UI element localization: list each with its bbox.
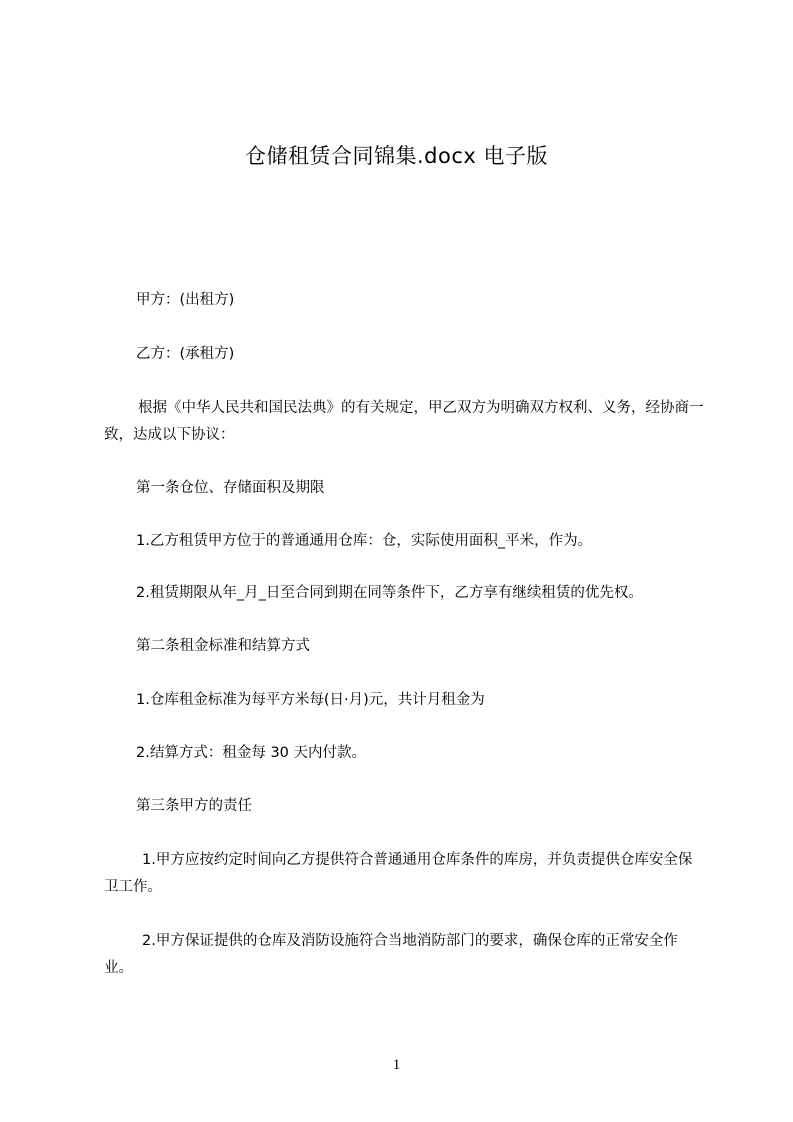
document-title: 仓储租赁合同锦集.docx 电子版	[244, 144, 548, 168]
article-1-item-1: 1.乙方租赁甲方位于的普通通用仓库：仓，实际使用面积_平米，作为。	[136, 533, 593, 549]
article-2-item-1: 1.仓库租金标准为每平方米每(日·月)元，共计月租金为	[136, 692, 485, 708]
article-2-heading: 第二条租金标准和结算方式	[136, 638, 310, 654]
article-1-item-2: 2.租赁期限从年_月_日至合同到期在同等条件下，乙方享有继续租赁的优先权。	[136, 585, 643, 601]
article-2-item-2: 2.结算方式：租金每 30 天内付款。	[136, 745, 367, 761]
party-a-line: 甲方：(出租方)	[136, 292, 235, 308]
page-number: 1	[392, 1057, 401, 1073]
intro-paragraph: 根据《中华人民共和国民法典》的有关规定，甲乙双方为明确双方权利、义务，经协商一致，达成以下协议：	[104, 400, 704, 443]
article-3-item-2: 2.甲方保证提供的仓库及消防设施符合当地消防部门的要求，确保仓库的正常安全作业。	[104, 933, 678, 976]
article-3-heading: 第三条甲方的责任	[136, 798, 252, 814]
article-1-heading: 第一条仓位、存储面积及期限	[136, 480, 325, 496]
party-b-line: 乙方：(承租方)	[136, 346, 235, 362]
article-3-item-1: 1.甲方应按约定时间向乙方提供符合普通通用仓库条件的库房，并负责提供仓库安全保卫工作。	[104, 852, 693, 895]
